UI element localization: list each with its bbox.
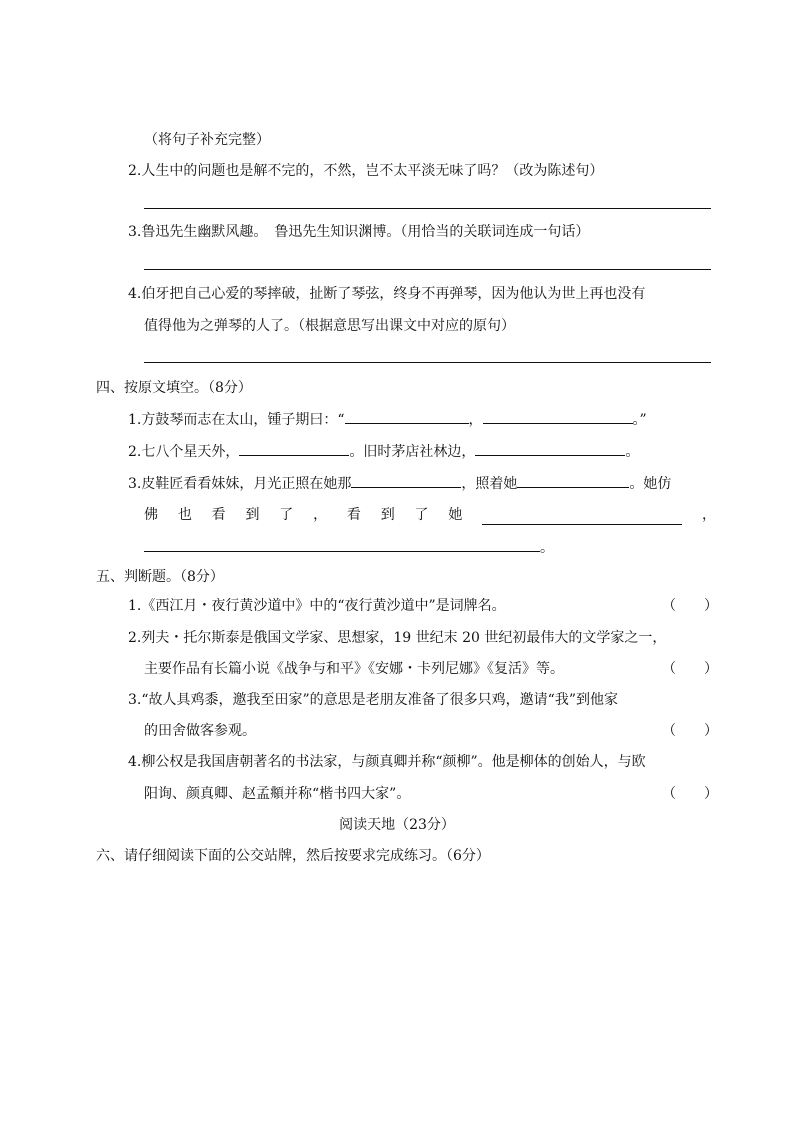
answer-line-q4[interactable]	[144, 362, 711, 363]
sec3-q4-line2: 值得他为之弹琴的人了。（根据意思写出课文中对应的原句）	[144, 318, 515, 334]
char: 到	[245, 507, 260, 523]
blank-3[interactable]	[482, 510, 682, 525]
blank-2[interactable]	[483, 409, 633, 424]
char: 到	[380, 507, 395, 523]
question-text: 。旧时茅店社林边，	[349, 444, 476, 460]
blank-1[interactable]	[239, 441, 349, 456]
sec5-q2-line1	[128, 628, 666, 648]
blank-4[interactable]	[144, 537, 540, 552]
punct: 。	[540, 540, 554, 556]
char: 了	[414, 507, 429, 523]
question-text: 列夫・托尔斯泰是俄国文学家、思想家，19 世纪末 20 世纪初最伟大的文学家之一，	[141, 630, 667, 646]
question-number: 3.	[128, 692, 142, 708]
char: 她	[448, 507, 463, 523]
sec5-q2-line2: 主要作品有长篇小说《战争与和平》《安娜・卡列尼娜》《复活》等。	[144, 661, 564, 677]
answer-bracket-q2[interactable]: （ ）	[662, 661, 718, 677]
question-text: 伯牙把自己心爱的琴摔破，扯断了琴弦，终身不再弹琴，因为他认为世上再也没有	[141, 286, 646, 302]
section-6-title: 六、请仔细阅读下面的公交站牌，然后按要求完成练习。（6分）	[96, 848, 490, 864]
question-number: 3.	[128, 224, 142, 240]
blank-1[interactable]	[351, 473, 461, 488]
question-number: 3.	[128, 476, 142, 492]
punct: 。	[625, 444, 640, 460]
char: ，	[313, 507, 328, 523]
question-text: 皮鞋匠看看妹妹，月光正照在她那	[141, 476, 352, 492]
question-text: ，照着她	[461, 476, 518, 492]
sec5-q4-line1	[128, 752, 646, 772]
sec4-q3-line3	[144, 537, 554, 557]
section-5-title: 五、判断题。（8分）	[96, 569, 224, 585]
answer-bracket-q1[interactable]: （ ）	[662, 598, 718, 614]
char: 也	[177, 507, 192, 523]
punct: ，	[468, 412, 483, 428]
sec4-q1	[128, 409, 647, 429]
question-text: 鲁迅先生幽默风趣。 鲁迅先生知识渊博。（用恰当的关联词连成一句话）	[141, 224, 590, 240]
sec4-q3-line1	[128, 473, 671, 493]
blank-2[interactable]	[475, 441, 625, 456]
question-text: “故人具鸡黍，邀我至田家”的意思是老朋友准备了很多只鸡，邀请“我”到他家	[141, 692, 618, 708]
question-text: 《西江月・夜行黄沙道中》中的“夜行黄沙道中”是词牌名。	[141, 598, 506, 614]
punct: ，	[701, 507, 716, 523]
sec3-q2	[128, 161, 603, 181]
answer-bracket-q4[interactable]: （ ）	[662, 786, 718, 802]
char: 了	[279, 507, 294, 523]
char: 看	[211, 507, 226, 523]
question-number: 4.	[128, 754, 142, 770]
question-number: 2.	[128, 444, 142, 460]
sec5-q3-line2: 的田舍做客参观。	[144, 723, 256, 739]
answer-line-q2[interactable]	[144, 208, 711, 209]
sec5-q3-line1	[128, 690, 618, 710]
sec5-q1	[128, 596, 506, 616]
question-text: 柳公权是我国唐朝著名的书法家，与颜真卿并称“颜柳”。他是柳体的创始人，与欧	[141, 754, 646, 770]
answer-bracket-q3[interactable]: （ ）	[662, 723, 718, 739]
sec4-q2	[128, 441, 639, 461]
sec3-q3	[128, 222, 589, 242]
reading-section-title: 阅读天地（23分）	[339, 817, 455, 833]
question-number: 2.	[128, 630, 142, 646]
sec3-q4-line1	[128, 284, 645, 304]
blank-1[interactable]	[345, 409, 469, 424]
section-4-title: 四、按原文填空。（8分）	[96, 380, 252, 396]
blank-2[interactable]	[517, 473, 629, 488]
question-number: 4.	[128, 286, 142, 302]
question-number: 1.	[128, 598, 142, 614]
sec4-q3-line2	[144, 505, 716, 525]
question-text: 七八个星天外，	[141, 444, 240, 460]
question-text: 。她仿	[629, 476, 672, 492]
question-text: 方鼓琴而志在太山，锺子期曰：“	[141, 412, 345, 428]
char: 看	[346, 507, 361, 523]
question-text: 人生中的问题也是解不完的，不然，岂不太平淡无味了吗？（改为陈述句）	[141, 163, 604, 179]
char: 佛	[144, 507, 158, 523]
question-number: 1.	[128, 412, 142, 428]
question-number: 2.	[128, 163, 142, 179]
sec5-q4-line2: 阳询、颜真卿、赵孟頫并称“楷书四大家”。	[144, 786, 411, 802]
sentence-complete-instruction: （将句子补充完整）	[144, 132, 270, 148]
answer-line-q3[interactable]	[144, 269, 711, 270]
punct: 。”	[632, 412, 647, 428]
